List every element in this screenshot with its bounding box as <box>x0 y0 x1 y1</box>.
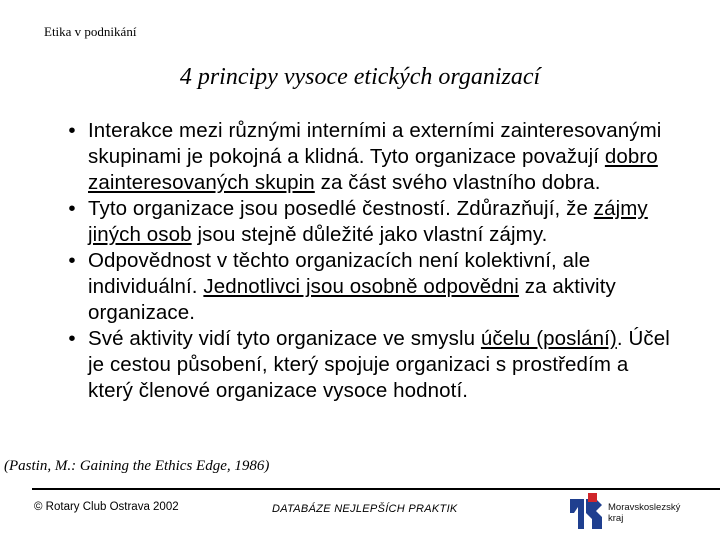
bullet-text-underlined: účelu (poslání) <box>480 327 617 350</box>
bullet-item <box>56 196 676 248</box>
bullet-list <box>56 118 676 404</box>
footer-database-label: DATABÁZE NEJLEPŠÍCH PRAKTIK <box>272 503 458 515</box>
slide-title: 4 principy vysoce etických organizací <box>179 64 541 90</box>
region-logo-text: Moravskoslezský kraj <box>608 502 681 524</box>
bullet-text-underlined: dobro zainteresovaných skupin <box>88 145 658 194</box>
bullet-text-part: Své aktivity vidí tyto organizace ve smyslu <box>88 327 481 350</box>
bullet-text-part: . Účel je cestou působení, který spojuje organizaci s prostředím a který členové organizace vysoce hodnotí. <box>88 327 670 402</box>
bullet-marker: • <box>68 327 76 350</box>
header-label: Etika v podnikání <box>44 24 137 39</box>
bullet-item <box>56 118 676 196</box>
region-logo-icon <box>566 493 606 535</box>
bullet-item <box>56 326 676 404</box>
bullet-marker: • <box>68 249 76 272</box>
footer-divider <box>32 488 720 490</box>
citation: (Pastin, M.: Gaining the Ethics Edge, 1986) <box>4 458 270 474</box>
bullet-item <box>56 248 676 326</box>
bullet-text-part: za aktivity organizace. <box>88 275 616 324</box>
region-logo <box>566 493 716 535</box>
bullet-text-part: Odpovědnost v těchto organizacích není kolektivní, ale individuální. <box>88 249 591 298</box>
footer-copyright: © Rotary Club Ostrava 2002 <box>34 501 179 513</box>
bullet-text-underlined: Jednotlivci jsou osobně odpovědni <box>203 275 519 298</box>
bullet-marker: • <box>68 197 76 220</box>
bullet-text-underlined: zájmy jiných osob <box>88 197 648 246</box>
bullet-text-part: za část svého vlastního dobra. <box>314 171 601 194</box>
bullet-text-part: jsou stejně důležité jako vlastní zájmy. <box>191 223 548 246</box>
bullet-text-part: Tyto organizace jsou posedlé čestností. Zdůrazňují, že <box>88 197 594 220</box>
bullet-marker: • <box>68 119 76 142</box>
bullet-text-part: Interakce mezi různými interními a externími zainteresovanými skupinami je pokojná a klidná. Tyto organizace považují <box>88 119 662 168</box>
